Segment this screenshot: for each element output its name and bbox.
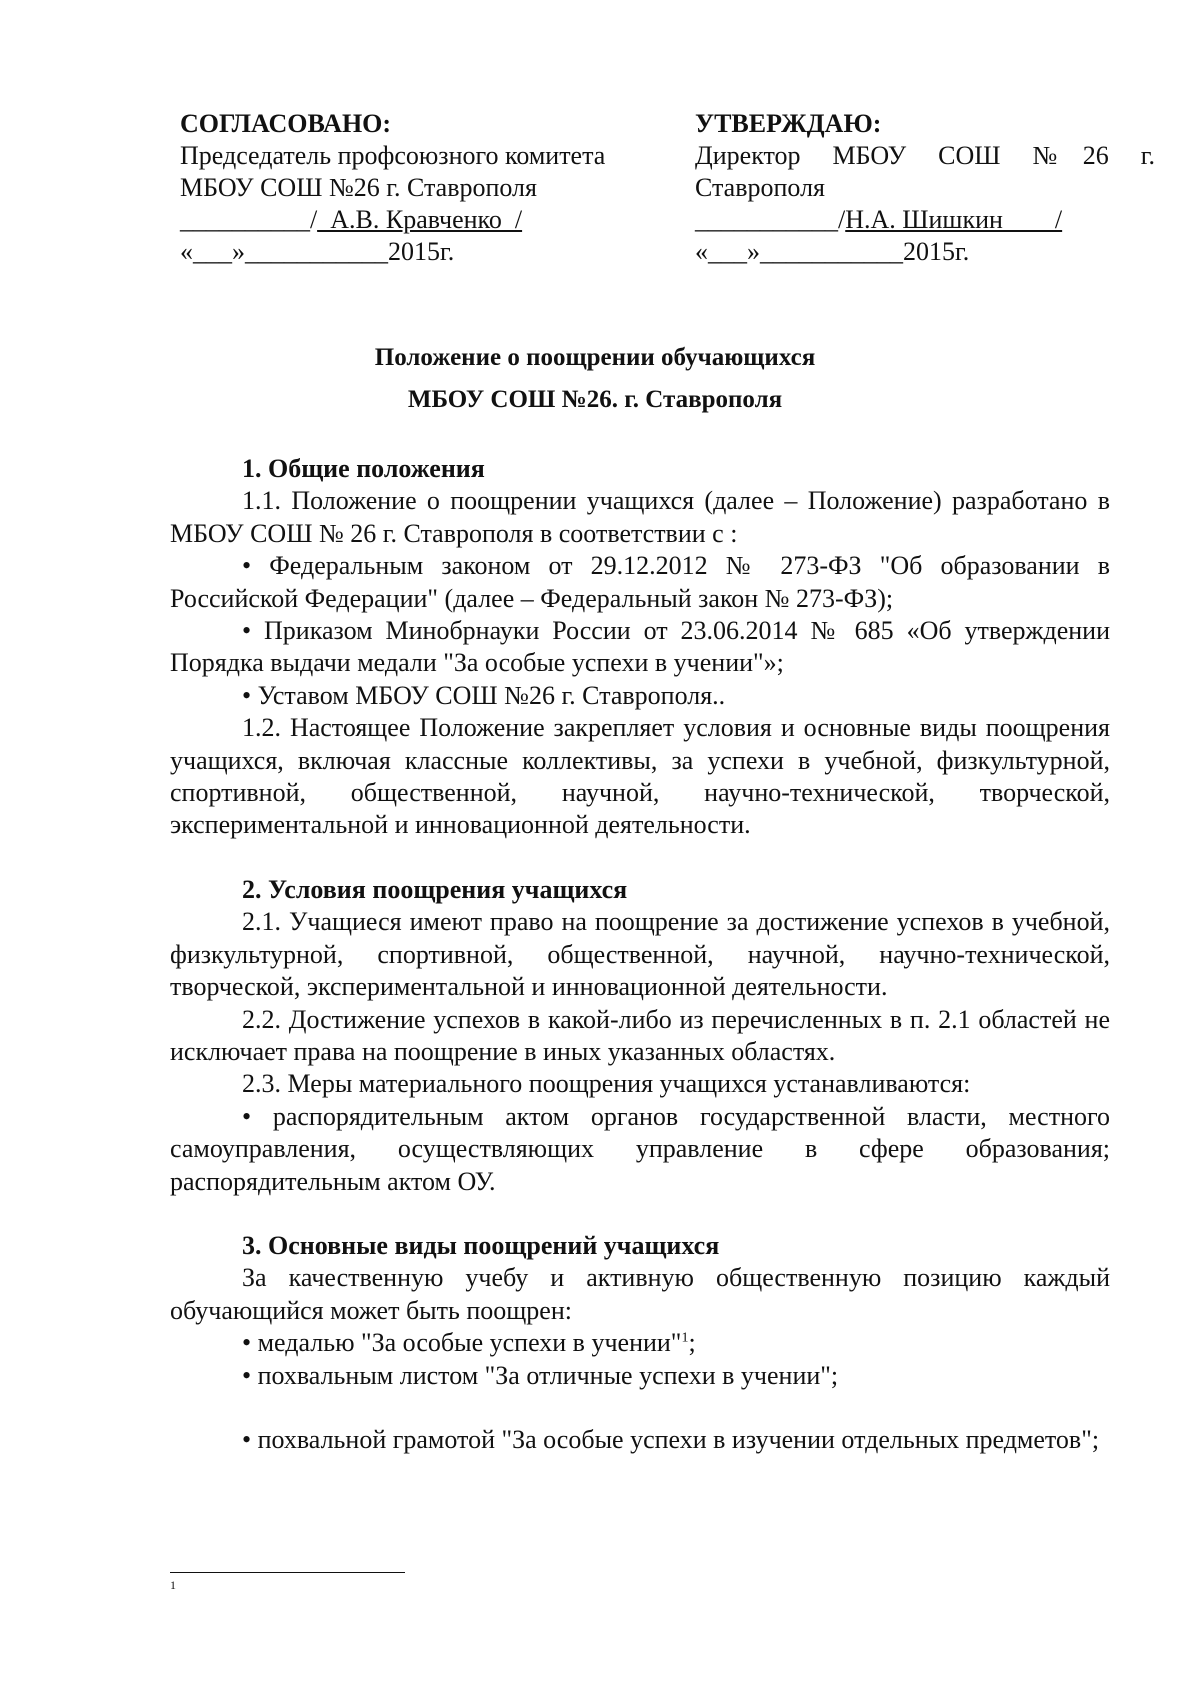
footnote-reference[interactable]: 1 [681, 1330, 689, 1346]
section-1-paragraph-2: 1.2. Настоящее Положение закрепляет условия и основные виды поощрения учащихся, включая классные коллективы, за успехи в учебной, физкультурной, спортивной, общественной, научной, научно-технической, творческой, экспериментальной и инновационной деятельности. [170, 713, 1110, 840]
title-line-1: Положение о поощрении обучающихся [374, 344, 816, 371]
approval-agreed [180, 108, 640, 268]
section-2-bullet-1: • распорядительным актом органов государственной власти, местного самоуправления, осуществляющих управление в сфере образования; распорядительным актом ОУ. [170, 1101, 1110, 1196]
approval-block [180, 108, 1155, 278]
agreed-date: «___»___________2015г. [180, 237, 455, 266]
agreed-signature [180, 204, 640, 236]
document-title [0, 337, 1190, 421]
approval-approved [695, 108, 1155, 268]
agreed-signature-blank: __________/ [180, 205, 318, 234]
approved-date: «___»___________2015г. [695, 237, 970, 266]
agreed-position: Председатель профсоюзного комитета [180, 141, 606, 170]
approved-signature [695, 204, 1155, 236]
title-line-2: МБОУ СОШ №26. г. Ставрополя [407, 386, 783, 413]
section-1-bullet-1: • Федеральным законом от 29.12.2012 № 273-ФЗ "Об образовании в Российской Федерации" (далее – Федеральный закон № 273-ФЗ); [170, 551, 1110, 613]
section-1-bullet-3: • Уставом МБОУ СОШ №26 г. Ставрополя.. [242, 680, 726, 710]
section-2-paragraph-1: 2.1. Учащиеся имеют право на поощрение за достижение успехов в учебной, физкультурной, спортивной, общественной, научной, научно-технической, творческой, экспериментальной и инновационной деятельности. [170, 907, 1110, 1002]
agreed-signature-name: _А.В. Кравченко_/ [317, 205, 523, 234]
section-1-heading: 1. Общие положения [242, 454, 485, 483]
footnote-separator [170, 1572, 405, 1573]
section-2-paragraph-3: 2.3. Меры материального поощрения учащихся устанавливаются: [242, 1069, 971, 1099]
approved-signature-name: Н.А. Шишкин____/ [845, 205, 1063, 234]
section-2-paragraph-2: 2.2. Достижение успехов в какой-либо из перечисленных в п. 2.1 областей не исключает права на поощрение в иных указанных областях. [170, 1004, 1110, 1066]
medal-bullet-end: ; [688, 1328, 696, 1358]
document-body [170, 453, 1110, 1456]
approved-position: Директор МБОУ СОШ №26 г. [695, 141, 1155, 170]
section-3-bullet-3: • похвальной грамотой "За особые успехи в изучении отдельных предметов"; [242, 1424, 1100, 1454]
section-3-heading: 3. Основные виды поощрений учащихся [242, 1230, 720, 1260]
medal-bullet-text: • медалью "За особые успехи в учении" [242, 1328, 682, 1358]
approved-heading: УТВЕРЖДАЮ: [695, 109, 882, 138]
section-1-bullet-2: • Приказом Минобрнауки России от 23.06.2014 № 685 «Об утверждении Порядка выдачи медали "За особые успехи в учении"»; [170, 616, 1110, 678]
section-1-paragraph-1: 1.1. Положение о поощрении учащихся (далее – Положение) разработано в МБОУ СОШ № 26 г. Ставрополя в соответствии с : [170, 486, 1110, 548]
section-3-bullet-2: • похвальным листом "За отличные успехи в учении"; [242, 1360, 839, 1390]
agreed-organization: МБОУ СОШ №26 г. Ставрополя [180, 173, 537, 202]
approved-city: Ставрополя [695, 173, 825, 202]
agreed-heading: СОГЛАСОВАНО: [180, 109, 392, 138]
section-3-bullet-1 [170, 1327, 1110, 1359]
footnote-number: 1 [170, 1578, 176, 1592]
section-3-paragraph-1: За качественную учебу и активную общественную позицию каждый обучающийся может быть поощрен: [170, 1263, 1110, 1325]
section-2-heading: 2. Условия поощрения учащихся [242, 874, 628, 904]
approved-signature-blank: ___________/ [695, 205, 846, 234]
